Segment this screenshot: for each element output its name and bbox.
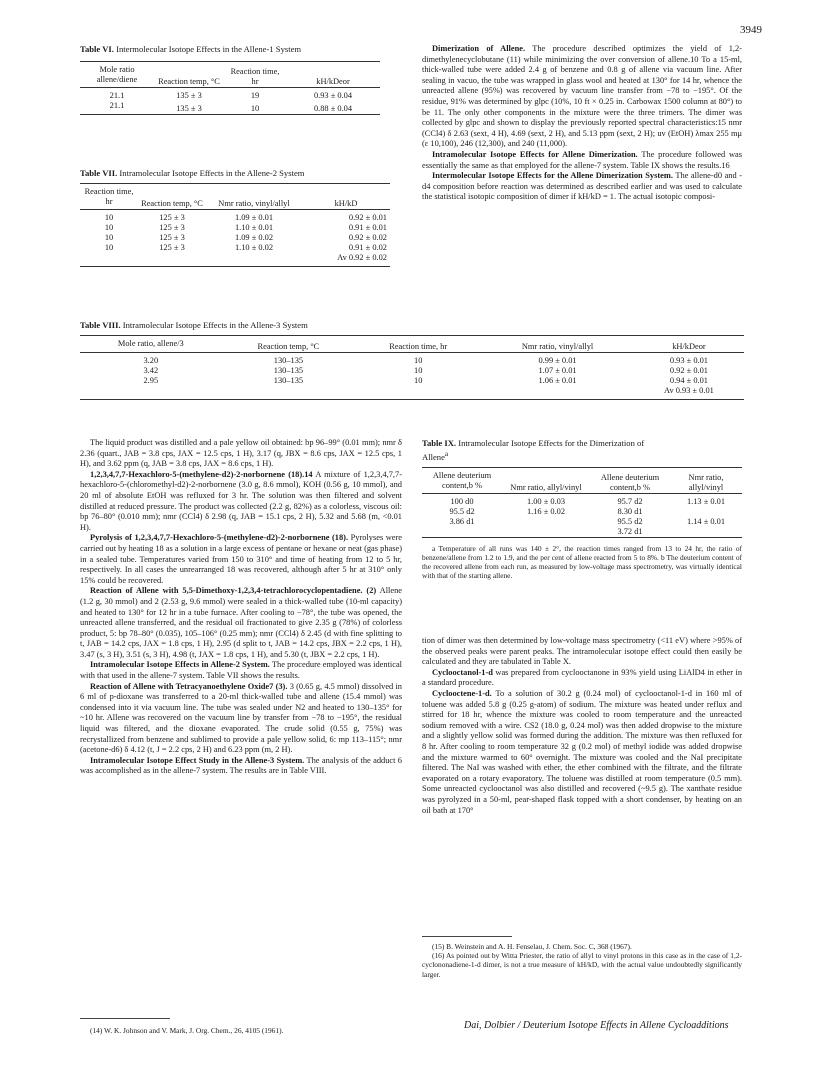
- table-6-caption: Table VI. Intermolecular Isotope Effects in the Allene-1 System: [80, 44, 302, 54]
- right-column-top: [422, 44, 742, 203]
- table-8-header: Mole ratio, allene/3: [117, 339, 184, 348]
- table-9-caption: Table IX. Intramolecular Isotope Effects for the Dimerization of Allene$^a$: [422, 438, 645, 462]
- table-7-header: Reaction time, hr: [84, 187, 134, 206]
- paragraph: Intramolecular Isotope Effects in Allene-2 System. The procedure employed was identical with that used in the allene-7 system. Table VII shows the results.: [80, 660, 402, 681]
- table-8-header: Nmr ratio, vinyl/allyl: [521, 342, 594, 351]
- table-row: 10 125 ± 3 1.10 ± 0.01 0.91 ± 0.01: [104, 223, 387, 232]
- table-8-caption: Table VIII. Intramolecular Isotope Effects in the Allene-3 System: [80, 320, 308, 330]
- table-7-caption: Table VII. Intramolecular Isotope Effects in the Allene-2 System: [80, 168, 305, 178]
- table-row: 21.1 135 ± 3 19 0.93 ± 0.04: [109, 91, 353, 100]
- table-8-header: kH/kDeor: [672, 342, 706, 351]
- table-6: [80, 44, 390, 115]
- table-row-average: Av 0.93 ± 0.01: [80, 386, 744, 400]
- paragraph: 1,2,3,4,7,7-Hexachloro-5-(methylene-d2)-2-norbornene (18).14 A mixture of 1,2,3,4,7,7-hexachloro-5-(chloromethyl-d2)-2-norbornene (3.0 g, 8.6 mmol), KOH (0.56 g, 10 mmol), and 20 ml of absolute EtOH was refluxed for 3 hr. The solution was then filtered and solvent distilled at reduced pressure. The product was collected (2.2 g, 82%) as a colorless, viscous oil: bp 76–80° (0.010 mm); nmr (CCl4) δ 2.98 (q, JAB = 15.1 cps, 2 H), 5.32 and 5.68 (m, <0.01 H).: [80, 469, 402, 532]
- table-8-grid: [80, 335, 744, 400]
- table-row: 10 125 ± 3 1.09 ± 0.01 0.92 ± 0.01: [104, 213, 387, 222]
- table-row: 3.42 130–135 10 1.07 ± 0.01 0.92 ± 0.01: [143, 366, 708, 375]
- table-7-header: Nmr ratio, vinyl/allyl: [218, 199, 290, 208]
- table-row: 3.86 d1 95.5 d2 1.14 ± 0.01: [449, 516, 726, 526]
- paragraph: Dimerization of Allene. The procedure described optimizes the yield of 1,2-dimethylenecyclobutane (11) while minimizing the over conversion of allene.10 To a 15-ml, thick-walled tube were added 2.4 g of benzene and 0.8 g of allene via vacuum line. After sealing in vacuo, the tube was wrapped in glass wool and heated at 130° for 14 hr, whence the unreacted allene (95%) was recovered by vacuum line transfer from −78 to −195°. Of the residue, 91% was determined by glpc (10%, 10 ft × 0.25 in. Carbowax 1500 column at 80°) to be 11. The only other components in the mixture were the three trimers. The dimer was collected by glpc and shown to display the previously reported spectral characteristics:15 nmr (CCl4) δ 2.63 (sext, 4 H), 4.69 (sext, 2 H), and 5.13 ppm (sext, 2 H); uv (EtOH) λmax 255 mμ (ε 10,100), 246 (12,300), and 240 (11,000).: [422, 44, 742, 149]
- paragraph: Pyrolysis of 1,2,3,4,7,7-Hexachloro-5-(methylene-d2)-2-norbornene (18). Pyrolyses were carried out by heating 18 as a solution in a large excess of pentane or hexane or neat (gas phase) in a sealed tube. Temperatures varied from 150 to 310° and time of heating from 12 to 5 hr, respectively. In all cases the unrearranged 18 was recovered, although after 5 hr at 310° only 15% could be recovered.: [80, 533, 403, 585]
- paragraph: The liquid product was distilled and a pale yellow oil obtained: bp 96–99° (0.01 mm); nmr δ 2.36 (quart., JAB = 3.8 cps, JAX = 12.5 cps, 1 H), 3.17 (q, JBX = 8.6 cps, JAX = 12.5 cps, 1 H), and 3.62 ppm (q, JAB = 3.8 cps, JAX = 8.6 cps, 1 H).: [80, 438, 402, 469]
- table-7: [80, 168, 390, 267]
- footnotes-right: (15) B. Weinstein and A. H. Fenselau, J. Chem. Soc. C, 368 (1967). (16) As pointed out by Witta Priester, the ratio of allyl to vinyl protons in this case as in the case of 1,2-cyclononadiene-1-d dimer, is not a true measure of kH/kD, with the actual value undoubtedly significantly larger.: [422, 942, 742, 979]
- footnote-left: (14) W. K. Johnson and V. Mark, J. Org. Chem., 26, 4105 (1961).: [90, 1026, 284, 1035]
- table-9-footnote: a Temperature of all runs was 140 ± 2°, the reaction times ranged from 13 to 24 hr, the ratio of benzene/allene from 1.2 to 1.9, and the per cent of allene reacted from 5 to 8%. b The deuterium content of the recovered allene from each run, as measured by low-voltage mass spectrometry, was virtually identical with that of the starting allene.: [422, 543, 742, 581]
- footnote-rule: [80, 1018, 170, 1019]
- table-row: 95.5 d2 1.16 ± 0.02 8.30 d1: [449, 506, 643, 516]
- table-row: 100 d0 1.00 ± 0.03 95.7 d2 1.13 ± 0.01: [450, 496, 726, 506]
- table-9-header: Allene deuterium content,b %: [600, 472, 660, 492]
- table-row: 3.20 130–135 10 0.99 ± 0.01 0.93 ± 0.01: [143, 356, 708, 365]
- page-number: 3949: [740, 24, 762, 36]
- table-row: 3.72 d1: [422, 527, 742, 538]
- paragraph: Intermolecular Isotope Effects for the Allene Dimerization System. The allene-d0 and -d4 composition before reaction was determined as described earlier and was used to calculate the statistical isotopic composition of dimer if kH/kD = 1. The actual isotopic composi-: [422, 171, 742, 202]
- footnote-rule: [422, 936, 512, 937]
- table-6-header: Reaction temp, °C: [158, 77, 220, 86]
- table-6-header: Mole ratio allene/diene: [96, 65, 138, 84]
- table-8-header: Reaction time, hr: [389, 342, 448, 351]
- paragraph: Reaction of Allene with 5,5-Dimethoxy-1,2,3,4-tetrachlorocyclopentadiene. (2) Allene (1.2 g, 30 mmol) and 2 (2.53 g, 9.6 mmol) were sealed in a thick-walled tube (10-ml capacity) and heated to 130° for 12 hr in a tube furnace. After cooling to −78°, the tube was opened, the unreacted allene transferred, and the residual oil fractionated to give 2.35 g (78%) of colorless product, 5: bp 78–80° (0.035), 105–106° (0.25 mm); nmr (CCl4) δ 2.45 (d with fine splitting to t, JAB = 14.2 cps, JAX = 1.8 cps, 1 H), 2.95 (d split to t, JAB = 14.2 cps, JBX = 2.2 cps, 1 H), 3.47 (s, 3 H), 3.51 (s, 3 H), 4.98 (t, JAX = 1.8 cps, 1 H), and 5.30 (t, JBX = 2.2 cps, 1 H).: [80, 586, 402, 659]
- left-column-body: [80, 438, 402, 777]
- table-9-header: Allene deuterium content,b %: [432, 470, 492, 490]
- paragraph: Intramolecular Isotope Effects for Allene Dimerization. The procedure followed was essentially the same as that employed for the allene-7 system. Table IX shows the results.16: [422, 149, 742, 170]
- table-8: [80, 320, 744, 400]
- table-6-header: kH/kDeor: [316, 77, 350, 86]
- table-7-header: Reaction temp, °C: [141, 199, 203, 208]
- table-8-header: Reaction temp, °C: [257, 342, 320, 351]
- table-9-header: Nmr ratio, allyl/vinyl: [510, 482, 582, 492]
- paragraph: Cyclooctene-1-d. To a solution of 30.2 g (0.24 mol) of cyclooctanol-1-d in 160 ml of toluene was added 5.8 g (0.25 g-atom) of sodium. The mixture was heated under reflux and stirred for 18 hr, whence the mixture was cooled to room temperature and the unreacted sodium removed with a wire. CS2 (18.0 g, 0.24 mol) was then added dropwise to the mixture and a slightly yellow solid was formed during the addition. The mixture was then refluxed for 8 hr. After cooling to room temperature 32 g (0.2 mol) of methyl iodide was added dropwise and the mixture warmed to 60° overnight. The mixture was cooled and the NaI precipitate filtered. The NaI was washed with ether, the ether combined with the filtrate, and the filtrate evaporated on a rotary evaporatory. The toluene was distilled at room temperature (0.5 mm). Some unreacted cyclooctanol was also distilled and recovered (~9.5 g). The xanthate residue was pyrolyzed in a 50-ml, pear-shaped flask topped with a short condenser, by heating on an oil bath at 170°: [422, 688, 742, 815]
- table-row: 10 125 ± 3 1.10 ± 0.02 0.91 ± 0.02: [104, 243, 387, 252]
- paragraph: Reaction of Allene with Tetracyanoethylene Oxide7 (3). 3 (0.65 g, 4.5 mmol) dissolved in 6 ml of p-dioxane was transferred to a 20-ml thick-walled tube and allene (15.4 mmol) was condensed into it via vacuum line. The tube was sealed under N2 and heated to 130–135° for ~10 hr. Allene was recovered on the vacuum line by transfer from −78 to −195°, the residual liquid was filtered, and the dioxane evaporated. The crude solid (0.55 g, 75%) was recrystallized from benzene and sublimed to provide a pale yellow solid, 6: mp 113–115°; nmr (acetone-d6) δ 4.12 (t, J = 2.2 cps, 2 H) and 6.23 ppm (m, 2 H).: [80, 681, 402, 755]
- paragraph: tion of dimer was then determined by low-voltage mass spectrometry (<11 eV) where >95% of the observed peaks were parent peaks. The intramolecular isotope effect could then easily be calculated and they are tabulated in Table X.: [422, 636, 742, 667]
- table-6-grid: [80, 61, 380, 115]
- table-row: 10 125 ± 3 1.09 ± 0.02 0.92 ± 0.02: [104, 233, 387, 242]
- right-column-body: [422, 636, 742, 816]
- table-row-average: Av 0.92 ± 0.02: [80, 253, 390, 267]
- table-7-grid: [80, 183, 390, 267]
- running-footer: Dai, Dolbier / Deuterium Isotope Effects in Allene Cycloadditions: [464, 1020, 729, 1031]
- table-row: 2.95 130–135 10 1.06 ± 0.01 0.94 ± 0.01: [143, 376, 708, 385]
- paragraph: Intramolecular Isotope Effect Study in the Allene-3 System. The analysis of the adduct 6 was accomplished as in the allene-7 system. The results are in Table VIII.: [80, 755, 402, 776]
- table-9-grid: [422, 467, 742, 538]
- table-9: [422, 438, 742, 581]
- paragraph: Cyclooctanol-1-d was prepared from cyclooctanone in 93% yield using LiAlD4 in ether in a standard procedure.: [422, 667, 743, 688]
- table-6-header: Reaction time, hr: [230, 67, 280, 86]
- table-row: 21.1 135 ± 3 10 0.88 ± 0.04: [80, 101, 380, 115]
- table-7-header: kH/kD: [334, 199, 358, 208]
- table-9-header: Nmr ratio, allyl/vinyl: [688, 472, 724, 492]
